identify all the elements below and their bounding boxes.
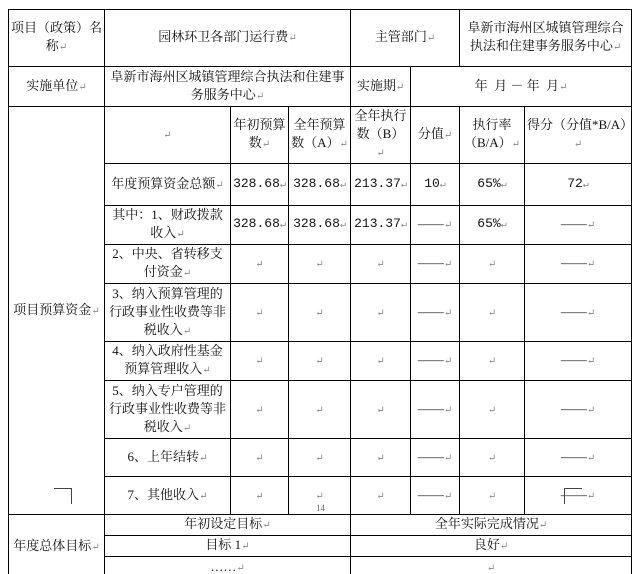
budget-row-label: 2、中央、省转移支付资金↵ (105, 245, 231, 284)
budget-rate: ↵ (460, 284, 525, 342)
budget-annual: ↵ (289, 284, 351, 342)
budget-rate: ↵ (460, 477, 525, 515)
value-competent-dept: 阜新市海州区城镇管理综合执法和住建事务服务中心↵ (460, 10, 632, 67)
budget-score-value: ——↵ (411, 477, 460, 515)
goal-planned: ……↵ (105, 557, 351, 574)
label-implementing-unit: 实施单位↵ (9, 67, 105, 107)
budget-annual: ↵ (289, 342, 351, 381)
col-header-score-value: 分值↵ (411, 107, 460, 164)
budget-initial: 328.68↵ (231, 164, 289, 206)
col-header-rate: 执行率（B/A）↵ (460, 107, 525, 164)
performance-evaluation-table (8, 9, 632, 574)
budget-executed: 213.37↵ (351, 206, 411, 245)
budget-executed: ↵ (351, 381, 411, 439)
budget-rate: ↵ (460, 381, 525, 439)
budget-initial: ↵ (231, 284, 289, 342)
label-project-budget: 项目预算资金↵ (9, 107, 105, 515)
value-implementing-unit: 阜新市海州区城镇管理综合执法和住建事务服务中心↵ (105, 67, 351, 107)
budget-initial: ↵ (231, 381, 289, 439)
budget-score: ——↵ (525, 477, 632, 515)
col-header-initial: 年初预算数↵ (231, 107, 289, 164)
budget-score-value: ——↵ (411, 245, 460, 284)
budget-executed: ↵ (351, 284, 411, 342)
label-project-name: 项目（政策）名称↵ (9, 10, 105, 67)
budget-row-label: 7、其他收入↵ (105, 477, 231, 515)
label-annual-goals: 年度总体目标↵ (9, 515, 105, 574)
budget-score-value: 10↵ (411, 164, 460, 206)
budget-executed: ↵ (351, 477, 411, 515)
goal-planned: 目标 1↵ (105, 536, 351, 557)
budget-score: ——↵ (525, 439, 632, 477)
budget-row-label: 6、上年结转↵ (105, 439, 231, 477)
goal-actual: 良好↵ (351, 536, 632, 557)
budget-row-label: 5、纳入专户管理的行政事业性收费等非税收入↵ (105, 381, 231, 439)
budget-initial: ↵ (231, 477, 289, 515)
budget-score-value: ——↵ (411, 284, 460, 342)
label-period: 实施期↵ (351, 67, 411, 107)
budget-annual: ↵ (289, 439, 351, 477)
col-header-score: 得分（分值*B/A）↵ (525, 107, 632, 164)
label-competent-dept: 主管部门↵ (351, 10, 460, 67)
budget-rate: ↵ (460, 245, 525, 284)
row-project (9, 10, 632, 67)
budget-rate: 65%↵ (460, 164, 525, 206)
budget-header-row (9, 107, 632, 164)
budget-score-value: ——↵ (411, 439, 460, 477)
budget-executed: 213.37↵ (351, 164, 411, 206)
value-project-name: 园林环卫各部门运行费↵ (105, 10, 351, 67)
page-number: 14 (316, 503, 325, 513)
budget-score-value: ——↵ (411, 381, 460, 439)
budget-rate: ↵ (460, 342, 525, 381)
budget-score-value: ——↵ (411, 206, 460, 245)
budget-executed: ↵ (351, 245, 411, 284)
row-unit (9, 67, 632, 107)
budget-row-label: 4、纳入政府性基金预算管理收入↵ (105, 342, 231, 381)
budget-score: 72↵ (525, 164, 632, 206)
goal-actual: ↵ (351, 557, 632, 574)
budget-score: ——↵ (525, 342, 632, 381)
budget-annual: ↵ (289, 381, 351, 439)
budget-executed: ↵ (351, 439, 411, 477)
budget-annual: 328.68↵ (289, 206, 351, 245)
budget-annual: ↵ (289, 477, 351, 515)
crop-mark (54, 488, 72, 504)
col-header-actual-completion: 全年实际完成情况↵ (351, 515, 632, 536)
budget-initial: ↵ (231, 245, 289, 284)
budget-initial: ↵ (231, 439, 289, 477)
col-header-executed: 全年执行数（B）↵ (351, 107, 411, 164)
crop-mark (564, 488, 582, 504)
budget-score: ——↵ (525, 206, 632, 245)
budget-initial: 328.68↵ (231, 206, 289, 245)
budget-score: ——↵ (525, 284, 632, 342)
budget-rate: 65%↵ (460, 206, 525, 245)
budget-executed: ↵ (351, 342, 411, 381)
budget-row-label: 其中：1、财政拨款收入↵ (105, 206, 231, 245)
budget-annual: 328.68↵ (289, 164, 351, 206)
value-period: 年 月 － 年 月↵ (411, 67, 632, 107)
budget-rate: ↵ (460, 439, 525, 477)
budget-row-label: 3、纳入预算管理的行政事业性收费等非税收入↵ (105, 284, 231, 342)
budget-score: ——↵ (525, 381, 632, 439)
budget-initial: ↵ (231, 342, 289, 381)
budget-score: ——↵ (525, 245, 632, 284)
budget-annual: ↵ (289, 245, 351, 284)
col-header-blank: ↵ (105, 107, 231, 164)
budget-score-value: ——↵ (411, 342, 460, 381)
goals-header-row (9, 515, 632, 536)
col-header-annual: 全年预算数（A）↵ (289, 107, 351, 164)
budget-row-label: 年度预算资金总额↵ (105, 164, 231, 206)
col-header-planned-goal: 年初设定目标↵ (105, 515, 351, 536)
